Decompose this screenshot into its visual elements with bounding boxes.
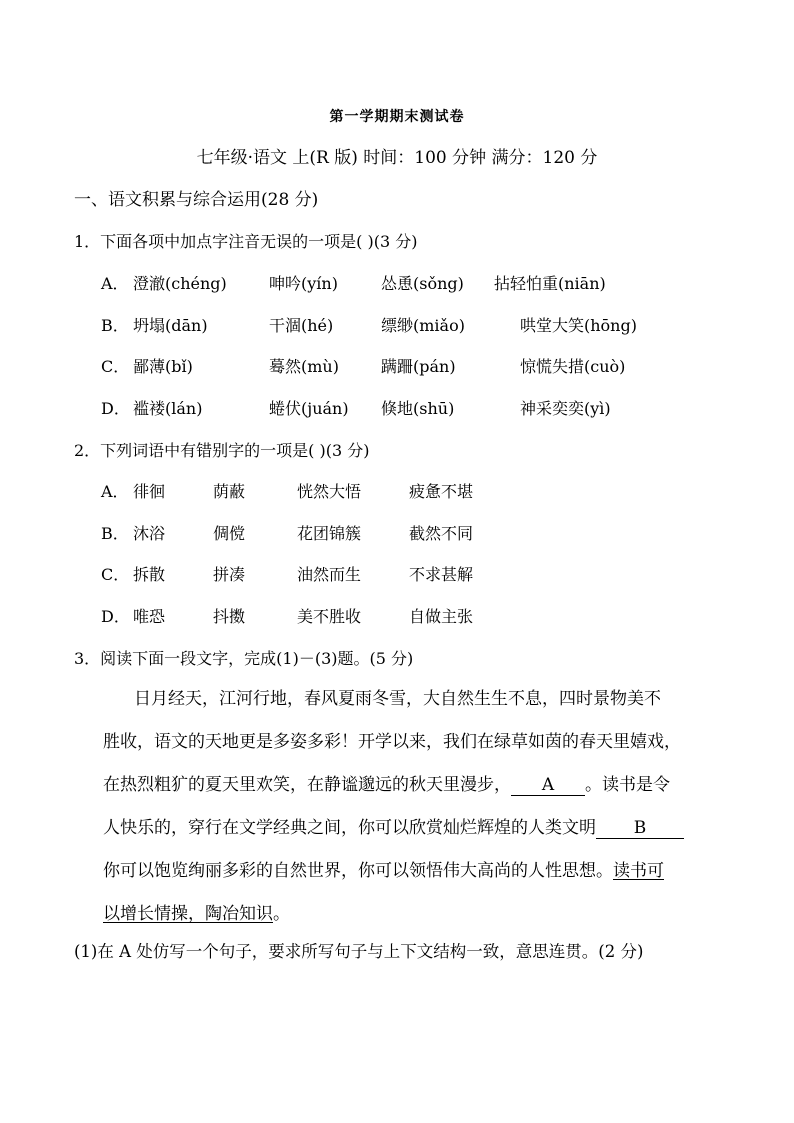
option-item: 缥缈(miǎo)	[381, 316, 465, 335]
option-item: 沐浴	[133, 524, 166, 543]
option-label: C．	[101, 565, 130, 584]
question-3-sub-1: (1)在 A 处仿写一个句子，要求所写句子与上下文结构一致，意思连贯。(2 分)	[74, 942, 644, 961]
option-label: A．	[101, 482, 129, 501]
option-item: 抖擞	[213, 607, 246, 626]
passage-text: 你可以饱览绚丽多彩的自然世界，你可以领悟伟大高尚的人性思想。	[103, 861, 613, 881]
section-heading: 一、语文积累与综合运用(28 分)	[74, 190, 319, 210]
passage-text: 在热烈粗犷的夏天里欢笑，在静谧邈远的秋天里漫步，	[103, 775, 511, 795]
exam-title: 第一学期期末测试卷	[329, 109, 465, 125]
option-item: 徘徊	[133, 482, 166, 501]
option-item: 褴褛(lán)	[133, 399, 203, 418]
option-item: 美不胜收	[297, 607, 362, 626]
option-item: 花团锦簇	[297, 524, 362, 543]
underlined-sentence: 读书可	[613, 861, 664, 881]
passage-line	[103, 903, 725, 925]
question-1-stem: 1．下面各项中加点字注音无误的一项是( )(3 分)	[74, 232, 418, 251]
option-item: 拆散	[133, 565, 166, 584]
option-item: 唯恐	[133, 607, 166, 626]
underlined-sentence: 以增长情操，陶冶知识	[103, 904, 273, 924]
option-item: 怂恿(sǒng)	[381, 274, 464, 293]
passage-text: 。	[273, 904, 290, 924]
option-label: A．	[101, 274, 129, 293]
option-item: 呻吟(yín)	[269, 274, 338, 293]
option-item: 自做主张	[409, 607, 474, 626]
passage-line	[103, 774, 725, 796]
option-item: 油然而生	[297, 565, 362, 584]
option-item: 蓦然(mù)	[269, 357, 339, 376]
option-label: B．	[101, 524, 129, 543]
passage-line: 日月经天，江河行地，春风夏雨冬雪，大自然生生不息，四时景物美不	[134, 689, 661, 709]
option-item: 蜷伏(juán)	[269, 399, 349, 418]
passage-text: 。读书是令	[585, 775, 670, 795]
option-item: 倜傥	[213, 524, 246, 543]
option-item: 恍然大悟	[297, 482, 362, 501]
passage-line	[103, 817, 725, 839]
option-item: 拈轻怕重(niān)	[494, 274, 606, 293]
option-item: 坍塌(dān)	[133, 316, 208, 335]
option-item: 蹒跚(pán)	[381, 357, 456, 376]
option-item: 鄙薄(bǐ)	[133, 357, 193, 376]
option-item: 神采奕奕(yì)	[520, 399, 611, 418]
option-item: 截然不同	[409, 524, 474, 543]
blank-b[interactable]: B	[596, 818, 684, 839]
option-item: 哄堂大笑(hōng)	[520, 316, 637, 335]
option-item: 倏地(shū)	[381, 399, 455, 418]
passage-line: 胜收，语文的天地更是多姿多彩！开学以来，我们在绿草如茵的春天里嬉戏，	[103, 732, 681, 752]
option-item: 荫蔽	[213, 482, 246, 501]
question-3-stem: 3．阅读下面一段文字，完成(1)－(3)题。(5 分)	[74, 649, 414, 668]
passage-line	[103, 860, 725, 882]
option-label: B．	[101, 316, 129, 335]
option-item: 拼凑	[213, 565, 246, 584]
question-2-stem: 2．下列词语中有错别字的一项是( )(3 分)	[74, 441, 370, 460]
option-label: D．	[101, 399, 130, 418]
option-item: 惊慌失措(cuò)	[520, 357, 626, 376]
option-label: C．	[101, 357, 130, 376]
exam-subtitle: 七年级·语文 上(R 版) 时间：100 分钟 满分：120 分	[196, 148, 598, 168]
option-item: 不求甚解	[409, 565, 474, 584]
option-item: 澄澈(chéng)	[133, 274, 227, 293]
option-label: D．	[101, 607, 130, 626]
blank-a[interactable]: A	[511, 775, 585, 796]
option-item: 疲惫不堪	[409, 482, 474, 501]
option-item: 干涸(hé)	[269, 316, 334, 335]
passage-text: 人快乐的，穿行在文学经典之间，你可以欣赏灿烂辉煌的人类文明	[103, 818, 596, 838]
